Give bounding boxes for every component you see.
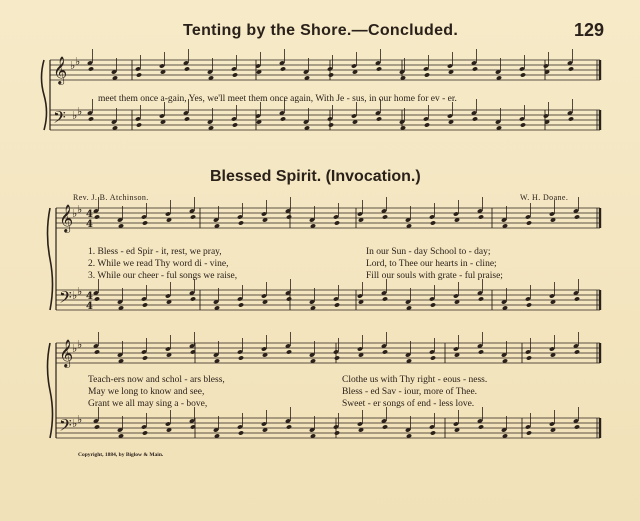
note-head: [136, 72, 142, 77]
time-signature-bottom: 4: [86, 219, 93, 230]
verse-2-line-a: 2. While we read Thy word di - vine,: [88, 259, 229, 269]
page-number: 129: [574, 20, 605, 40]
flat-sign: ♭: [77, 338, 83, 351]
note-head: [184, 66, 190, 71]
running-title: Tenting by the Shore.—Concluded.: [183, 22, 459, 39]
note-head: [232, 72, 238, 77]
note-head: [376, 116, 382, 121]
note-head: [472, 66, 478, 71]
note-head: [526, 220, 532, 225]
note-head: [574, 349, 580, 354]
note-head: [94, 424, 100, 429]
note-head: [526, 355, 532, 360]
verse-3-line-a: 3. While our cheer - ful songs we raise,: [88, 271, 238, 281]
bass-clef: 𝄢: [59, 415, 72, 439]
flat-sign: ♭: [72, 417, 78, 430]
note-head: [94, 349, 100, 354]
note-head: [430, 355, 436, 360]
hymn-title: Blessed Spirit. (Invocation.): [210, 168, 421, 185]
note-head: [238, 430, 244, 435]
note-head: [424, 72, 430, 77]
system1-lyric: meet them once a-gain, Yes, we'll meet them once again, With Je - sus, in our home for ev - er.: [98, 94, 457, 104]
note-head: [184, 116, 190, 121]
note-head: [190, 214, 196, 219]
flat-sign: ♭: [72, 342, 78, 355]
verse-1-line-a: 1. Bless - ed Spir - it, rest, we pray,: [88, 247, 222, 257]
note-head: [334, 220, 340, 225]
treble-clef: 𝄞: [53, 56, 68, 84]
note-head: [382, 424, 388, 429]
flat-sign: ♭: [77, 285, 83, 298]
note-head: [280, 66, 286, 71]
note-head: [520, 72, 526, 77]
note-head: [286, 296, 292, 301]
system-brace: [48, 343, 53, 438]
note-head: [286, 349, 292, 354]
flat-sign: ♭: [77, 105, 83, 118]
note-head: [94, 214, 100, 219]
verse-2-line-b: Lord, to Thee our hearts in - cline;: [366, 259, 497, 269]
verse-1-line-b: In our Sun - day School to - day;: [366, 247, 491, 257]
verse-3-line-b: Fill our souls with grate - ful praise;: [366, 271, 503, 281]
time-signature-top: 4: [86, 209, 93, 220]
note-head: [430, 220, 436, 225]
note-head: [520, 122, 526, 127]
verse-1-line-d: Clothe us with Thy right - eous - ness.: [342, 375, 488, 385]
note-head: [286, 214, 292, 219]
time-signature-top: 4: [86, 291, 93, 302]
note-head: [238, 302, 244, 307]
note-head: [142, 302, 148, 307]
words-credit: Rev. J. B. Atchinson.: [73, 193, 149, 202]
note-head: [142, 220, 148, 225]
verse-3-line-d: Sweet - er songs of end - less love.: [342, 399, 475, 409]
note-head: [478, 349, 484, 354]
flat-sign: ♭: [72, 207, 78, 220]
note-head: [334, 430, 340, 435]
note-head: [472, 116, 478, 121]
system-brace: [42, 60, 47, 130]
note-head: [382, 214, 388, 219]
note-head: [382, 296, 388, 301]
note-head: [328, 122, 334, 127]
time-signature-bottom: 4: [86, 301, 93, 312]
note-head: [142, 355, 148, 360]
note-head: [88, 116, 94, 121]
note-head: [526, 302, 532, 307]
note-head: [238, 355, 244, 360]
flat-sign: ♭: [77, 203, 83, 216]
flat-sign: ♭: [72, 289, 78, 302]
note-head: [286, 424, 292, 429]
verse-1-line-c: Teach-ers now and schol - ars bless,: [88, 375, 225, 385]
note-head: [88, 66, 94, 71]
note-head: [574, 296, 580, 301]
note-head: [568, 116, 574, 121]
treble-clef: 𝄞: [59, 204, 74, 232]
note-head: [328, 72, 334, 77]
copyright-notice: Copyright, 1884, by Biglow & Main.: [78, 452, 164, 458]
note-head: [136, 122, 142, 127]
note-head: [190, 296, 196, 301]
flat-sign: ♭: [72, 109, 78, 122]
flat-sign: ♭: [75, 55, 81, 68]
note-head: [142, 430, 148, 435]
note-head: [478, 296, 484, 301]
treble-clef: 𝄞: [59, 339, 74, 367]
verse-2-line-d: Bless - ed Sav - iour, more of Thee.: [342, 387, 478, 397]
note-head: [238, 220, 244, 225]
verse-2-line-c: May we long to know and see,: [88, 387, 205, 397]
note-head: [280, 116, 286, 121]
system-brace: [48, 208, 53, 310]
note-head: [574, 424, 580, 429]
bass-clef: 𝄢: [59, 287, 72, 311]
bass-clef: 𝄢: [53, 107, 66, 131]
music-credit: W. H. Doane.: [520, 193, 569, 202]
note-head: [334, 302, 340, 307]
note-head: [430, 430, 436, 435]
note-head: [232, 122, 238, 127]
verse-3-line-c: Grant we all may sing a - bove,: [88, 399, 208, 409]
note-head: [376, 66, 382, 71]
note-head: [478, 424, 484, 429]
note-head: [526, 430, 532, 435]
note-head: [94, 296, 100, 301]
note-head: [430, 302, 436, 307]
note-head: [574, 214, 580, 219]
note-head: [568, 66, 574, 71]
flat-sign: ♭: [70, 59, 76, 72]
note-head: [424, 122, 430, 127]
note-head: [478, 214, 484, 219]
flat-sign: ♭: [77, 413, 83, 426]
note-head: [334, 355, 340, 360]
note-head: [382, 349, 388, 354]
